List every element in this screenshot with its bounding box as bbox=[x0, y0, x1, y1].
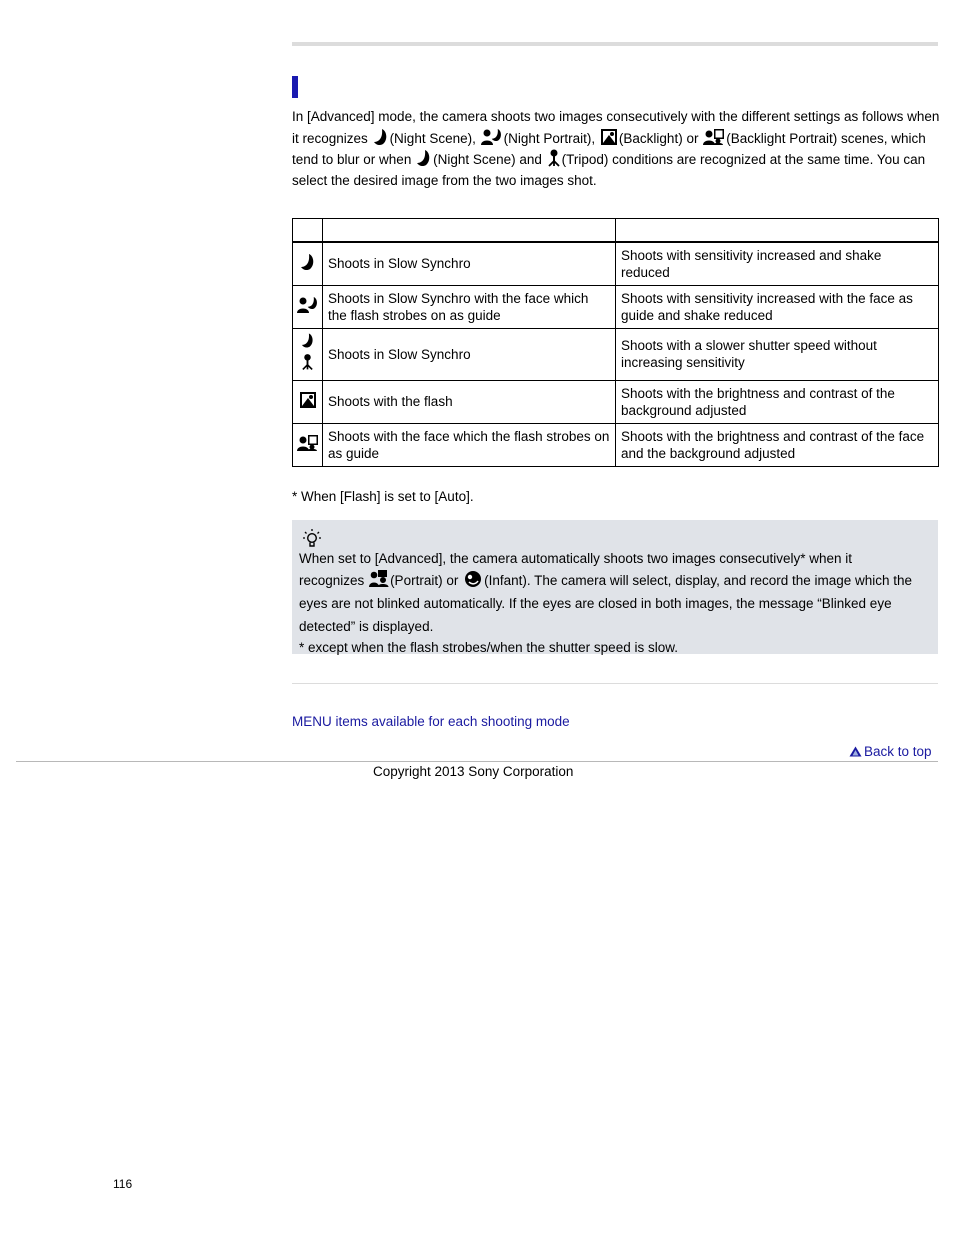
back-to-top-link[interactable] bbox=[849, 743, 932, 760]
table-row bbox=[293, 380, 939, 423]
top-divider bbox=[292, 42, 938, 46]
table-icon-cell bbox=[293, 328, 323, 380]
table-row bbox=[293, 328, 939, 380]
table-cell: Shoots with sensitivity increased with the face as guide and shake reduced bbox=[616, 285, 939, 328]
intro-text: In [Advanced] mode, the camera shoots two images consecutively with the different settings as follows when it recognizes bbox=[292, 109, 940, 146]
intro-text: (Night Portrait), bbox=[503, 130, 596, 146]
copyright-text: Copyright 2013 Sony Corporation bbox=[373, 764, 574, 779]
hint-note: * except when the flash strobes/when the shutter speed is slow. bbox=[299, 639, 678, 655]
night-scene-icon bbox=[373, 128, 389, 146]
table-cell: Shoots in Slow Synchro bbox=[323, 328, 616, 380]
page-number: 116 bbox=[113, 1177, 133, 1191]
table-cell: Shoots with the brightness and contrast of the background adjusted bbox=[616, 380, 939, 423]
tripod-icon bbox=[547, 149, 561, 167]
table-footnote: * When [Flash] is set to [Auto]. bbox=[292, 489, 474, 504]
table-row bbox=[293, 242, 939, 285]
intro-text: (Backlight Portrait) scenes, which tend to blur or when bbox=[292, 130, 926, 167]
table-icon-cell bbox=[293, 380, 323, 423]
table-header bbox=[293, 219, 323, 243]
lightbulb-hint-icon bbox=[302, 528, 322, 548]
table-cell: Shoots with the flash bbox=[323, 380, 616, 423]
intro-text: (Tripod) conditions are recognized at the same time. You can select the desired image from the two images shot. bbox=[292, 152, 926, 188]
hint-text-segment: (Infant). The camera will select, display, and record the image which the eyes are not blinked automatically. If the eyes are closed in both images, the message “Blinked eye detected” is displayed. bbox=[299, 572, 913, 634]
night-scene-tripod-icon bbox=[300, 332, 316, 372]
section-divider bbox=[292, 683, 938, 684]
table-cell: Shoots in Slow Synchro with the face which the flash strobes on as guide bbox=[323, 285, 616, 328]
portrait-icon bbox=[369, 570, 389, 588]
table-icon-cell bbox=[293, 242, 323, 285]
table-cell: Shoots in Slow Synchro bbox=[323, 242, 616, 285]
night-portrait-icon bbox=[297, 296, 319, 314]
backlight-portrait-icon bbox=[297, 434, 319, 452]
intro-paragraph bbox=[292, 107, 940, 191]
night-scene-icon bbox=[300, 253, 316, 271]
hint-box bbox=[292, 520, 938, 654]
table-header bbox=[616, 219, 939, 243]
table-row bbox=[293, 423, 939, 466]
hint-line: When set to [Advanced], the camera automatically shoots two images consecutively* when it bbox=[299, 551, 853, 566]
hint-text-segment: (Portrait) or bbox=[390, 572, 459, 588]
section-heading-marker bbox=[292, 76, 298, 98]
table-cell: Shoots with a slower shutter speed without increasing sensitivity bbox=[616, 328, 939, 380]
footer-divider bbox=[16, 761, 938, 762]
triangle-up-icon bbox=[849, 746, 862, 757]
advanced-mode-table bbox=[292, 218, 939, 467]
backlight-portrait-icon bbox=[703, 128, 725, 146]
hint-text-segment: recognizes bbox=[299, 572, 365, 588]
table-header bbox=[323, 219, 616, 243]
menu-items-link[interactable]: MENU items available for each shooting mode bbox=[292, 714, 570, 729]
intro-text: (Backlight) or bbox=[618, 130, 699, 146]
intro-text: (Night Scene) and bbox=[433, 152, 542, 167]
night-scene-icon bbox=[416, 149, 432, 167]
night-portrait-icon bbox=[481, 128, 503, 146]
infant-icon bbox=[463, 570, 483, 588]
table-cell: Shoots with sensitivity increased and shake reduced bbox=[616, 242, 939, 285]
intro-text: (Night Scene), bbox=[389, 130, 476, 146]
hint-paragraph bbox=[299, 569, 935, 638]
table-icon-cell bbox=[293, 423, 323, 466]
backlight-icon bbox=[600, 128, 618, 146]
backlight-icon bbox=[299, 391, 317, 409]
table-cell: Shoots with the face which the flash strobes on as guide bbox=[323, 423, 616, 466]
table-header-row bbox=[293, 219, 939, 243]
table-row bbox=[293, 285, 939, 328]
back-to-top-label: Back to top bbox=[864, 744, 932, 759]
table-icon-cell bbox=[293, 285, 323, 328]
hint-text bbox=[299, 549, 935, 657]
table-cell: Shoots with the brightness and contrast of the face and the background adjusted bbox=[616, 423, 939, 466]
